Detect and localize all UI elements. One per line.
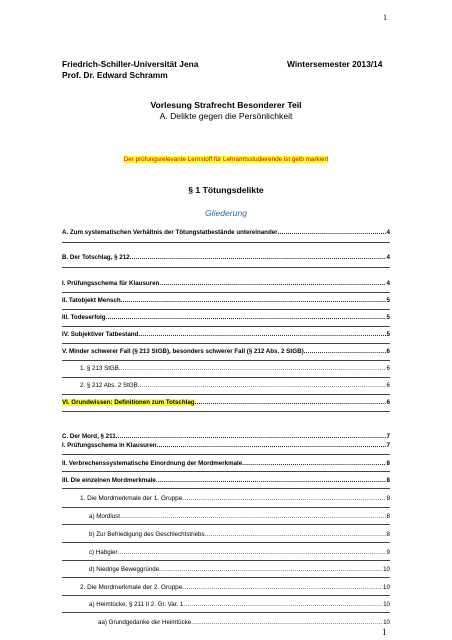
divider: [62, 454, 390, 455]
toc-entry-b-iv[interactable]: IV. Subjektiver Tatbestand ..... 5: [62, 327, 390, 338]
outline-heading: Gliederung: [204, 208, 248, 218]
toc-entry-c-iii[interactable]: III. Die einzelnen Mordmerkmale ..... 8: [62, 473, 390, 484]
highlight-note: Der prüfungsrelevante Lernstoff für Lehramtsstudierende ist gelb markiert: [123, 156, 329, 163]
toc-entry-mordlust[interactable]: a) Mordlust ..... 8: [89, 509, 390, 520]
toc-entry-c-i[interactable]: I. Prüfungsschema in Klausuren ..... 7: [62, 438, 390, 449]
divider: [62, 507, 390, 508]
toc-entry-c[interactable]: C. Der Mord, § 211 ..... 7: [62, 429, 390, 440]
toc-entry-b-ii[interactable]: II. Tatobjekt Mensch ..... 5: [62, 293, 390, 304]
divider: [62, 577, 390, 578]
lecture-title: Vorlesung Strafrecht Besonderer Teil: [150, 100, 302, 110]
toc-entry-b-vi[interactable]: VI. Grundwissen: Definitionen zum Totschlag ..... 6: [62, 395, 390, 406]
toc-entry-heimtuecke[interactable]: a) Heimtücke, § 211 II 2. Gr. Var. 1 ..... 10: [89, 597, 390, 608]
divider: [62, 612, 390, 613]
divider: [62, 242, 390, 243]
toc-entry-habgier[interactable]: c) Habgier ..... 9: [89, 545, 390, 556]
university-name: Friedrich-Schiller-Universität Jena: [62, 59, 199, 69]
divider: [62, 524, 390, 525]
page-number-bottom: 1: [382, 627, 387, 637]
divider: [62, 560, 390, 561]
toc-entry-niedrige-beweggruende[interactable]: d) Niedrige Beweggründe ..... 10: [89, 562, 390, 573]
toc-entry-b[interactable]: B. Der Totschlag, § 212 ..... 4: [62, 250, 390, 261]
toc-entry-c-iii-1[interactable]: 1. Die Mordmerkmale der 1. Gruppe ..... 8: [80, 491, 390, 502]
page-number-top: 1: [383, 13, 387, 22]
divider: [62, 471, 390, 472]
divider: [62, 595, 390, 596]
divider: [62, 267, 390, 268]
toc-entry-geschlechtstrieb[interactable]: b) Zur Befriedigung des Geschlechtstriebs ..... 8: [89, 527, 390, 538]
toc-entry-b-v-2[interactable]: 2. § 212 Abs. 2 StGB ..... 6: [80, 378, 390, 389]
toc-entry-c-ii[interactable]: II. Verbrechenssystematische Einordnung der Mordmerkmale ..... 8: [62, 456, 390, 467]
toc-entry-b-iii[interactable]: III. Todeserfolg ..... 5: [62, 310, 390, 321]
divider: [62, 488, 390, 489]
lecture-subtitle: A. Delikte gegen die Persönlichkeit: [159, 111, 293, 121]
toc-entry-grundgedanke[interactable]: aa) Grundgedanke der Heimtücke ..... 10: [98, 615, 390, 626]
toc-entry-c-iii-2[interactable]: 2. Die Mordmerkmale der 2. Gruppe ..... 10: [80, 580, 390, 591]
section-heading: § 1 Tötungsdelikte: [188, 185, 264, 195]
semester: Wintersemester 2013/14: [287, 59, 383, 69]
divider: [62, 411, 390, 412]
professor-name: Prof. Dr. Edward Schramm: [62, 70, 168, 80]
toc-entry-b-i[interactable]: I. Prüfungsschema für Klausuren ..... 4: [62, 276, 390, 287]
divider: [62, 542, 390, 543]
toc-entry-b-v-1[interactable]: 1. § 213 StGB ..... 6: [80, 361, 390, 372]
toc-entry-a[interactable]: A. Zum systematischen Verhältnis der Tötungstatbestände untereinander ..... 4: [62, 225, 390, 236]
toc-entry-b-v[interactable]: V. Minder schwerer Fall (§ 213 StGB), besonders schwerer Fall (§ 212 Abs. 2 StGB) ..... 6: [62, 344, 390, 355]
